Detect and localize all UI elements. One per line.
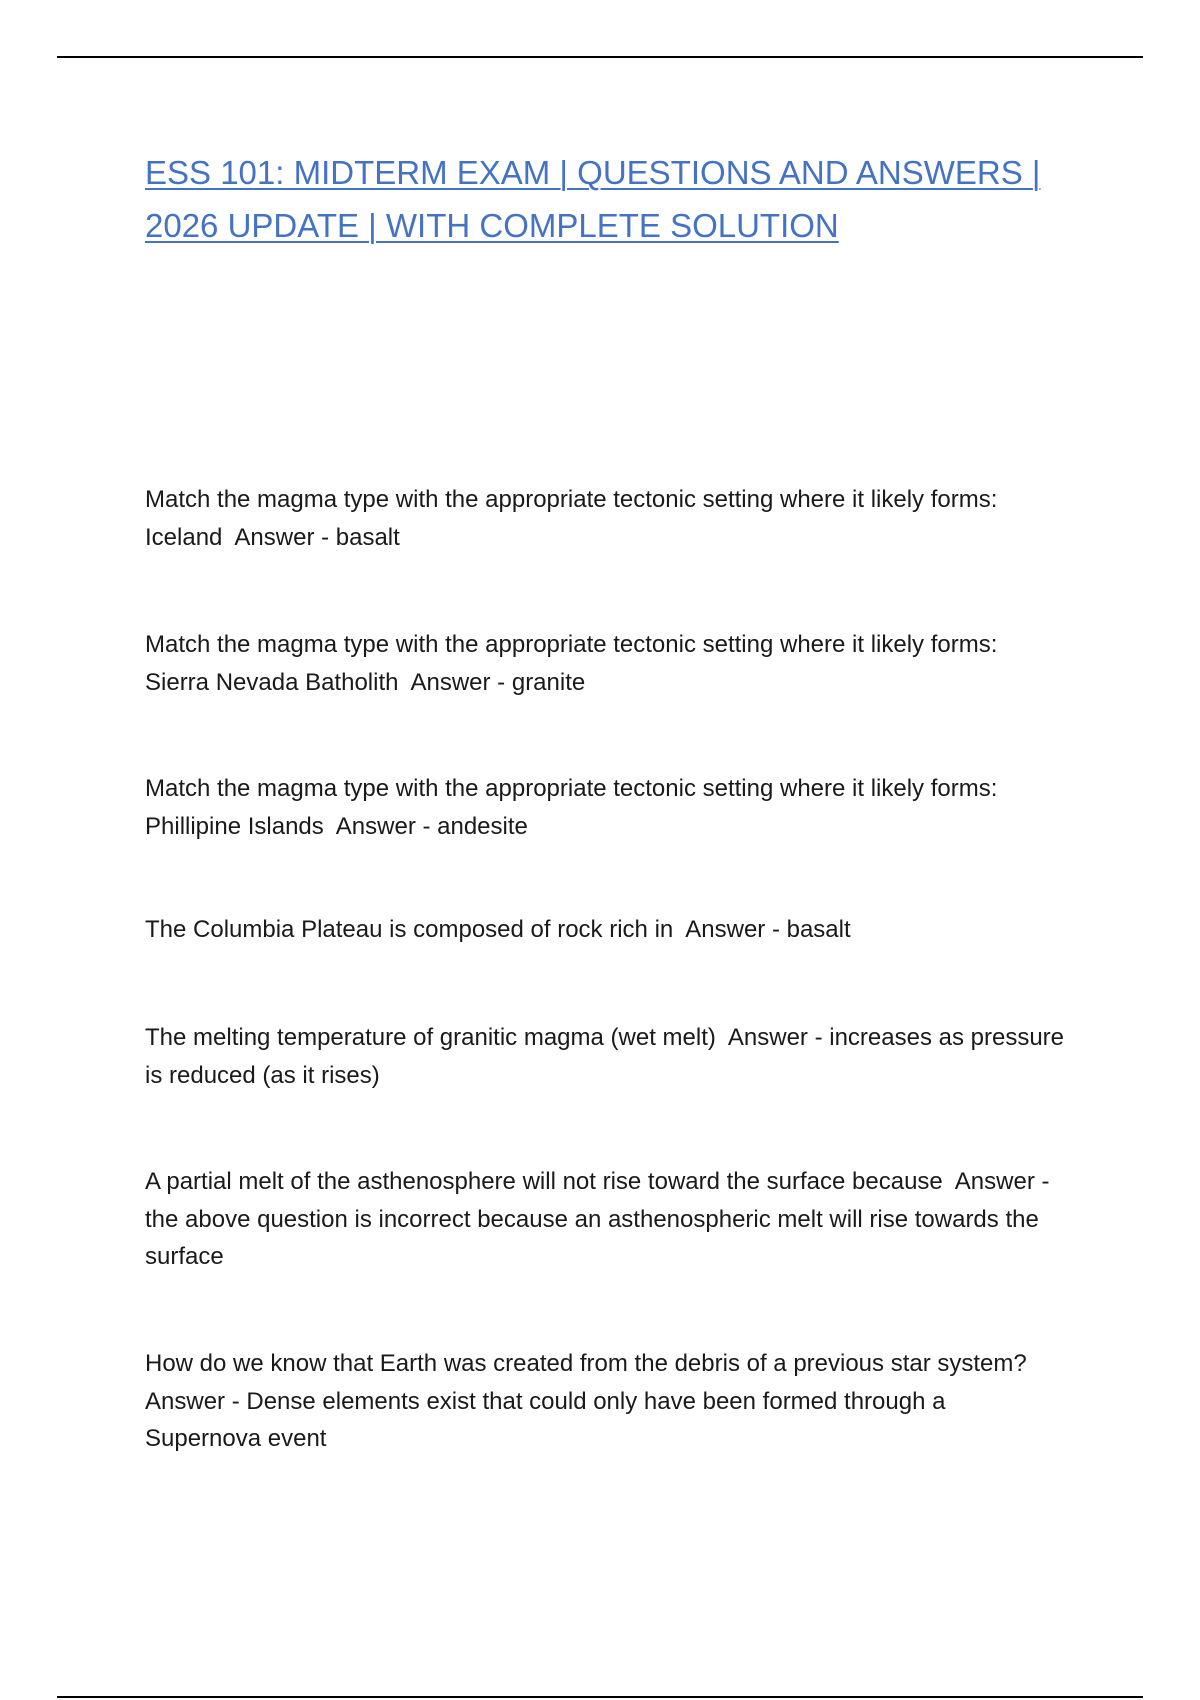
qa-item: The melting temperature of granitic magma (wet melt) Answer - increases as pressure is reduced (as it rises) bbox=[145, 1024, 1071, 1089]
qa-item: Match the magma type with the appropriate tectonic setting where it likely forms: Sierra Nevada Batholith Answer - granite bbox=[145, 631, 1005, 696]
qa-item: How do we know that Earth was created from the debris of a previous star system? Answer - Dense elements exist that could only have been formed through a Supernova event bbox=[145, 1350, 1039, 1452]
qa-item: The Columbia Plateau is composed of rock rich in Answer - basalt bbox=[145, 916, 851, 943]
footer-rule bbox=[57, 1696, 1143, 1698]
qa-item: A partial melt of the asthenosphere will not rise toward the surface because Answer - the above question is incorrect because an asthenospheric melt will rise towards the surface bbox=[145, 1168, 1057, 1270]
qa-item: Match the magma type with the appropriate tectonic setting where it likely forms: Phillipine Islands Answer - andesite bbox=[145, 775, 1005, 840]
document-title-link[interactable]: ESS 101: MIDTERM EXAM | QUESTIONS AND ANSWERS | 2026 UPDATE | WITH COMPLETE SOLUTION bbox=[145, 154, 1041, 244]
header-rule bbox=[57, 56, 1143, 58]
qa-item: Match the magma type with the appropriate tectonic setting where it likely forms: Iceland Answer - basalt bbox=[145, 486, 1005, 551]
